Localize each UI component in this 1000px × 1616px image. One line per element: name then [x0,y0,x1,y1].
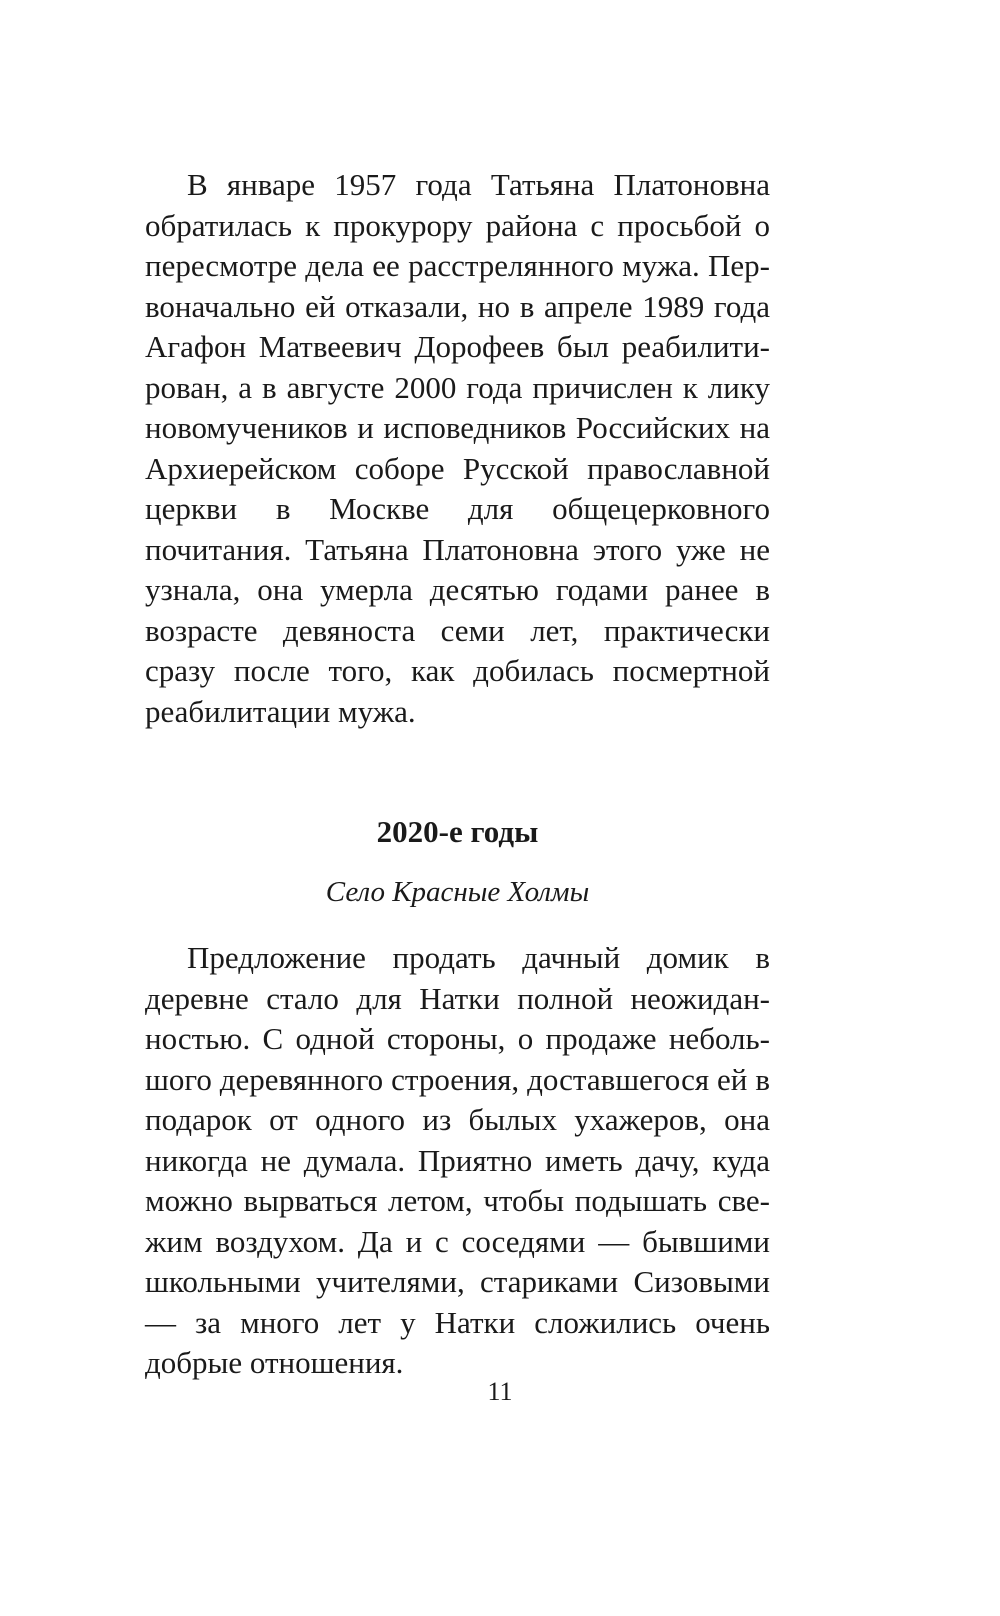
book-page [145,165,770,1384]
chapter-title: 2020-е годы [376,814,539,849]
chapter-subtitle: Село Красные Холмы [325,876,590,908]
paragraph-natka-dacha: Предложение продать дачный домик в деревне стало для Натки полной неожиданностью. С одной стороны, о продаже небольшого деревянного строения, доставшегося ей в подарок от одного из былых ухажеров, она никогда не думала. Приятно иметь дачу, куда можно вырваться летом, чтобы подышать свежим воздухом. Да и с соседями — бывшими школьными учителями, стариками Сизовыми — за много лет у Натки сложились очень добрые отношения. [145,940,770,1380]
paragraph-tatyana-platonovna: В январе 1957 года Татьяна Платоновна обратилась к прокурору района с просьбой о пересмотре дела ее расстрелянного мужа. Первоначально ей отказали, но в апреле 1989 года Агафон Матвеевич Дорофеев был реабилитирован, а в августе 2000 года причислен к лику новомучеников и исповедников Российских на Архиерейском соборе Русской православной церкви в Москве для общецерковного почитания. Татьяна Платоновна этого уже не узнала, она умерла десятью годами ранее в возрасте девяноста семи лет, практически сразу после того, как добилась посмертной реабилитации мужа. [145,167,770,729]
page-number: 11 [487,1377,513,1406]
